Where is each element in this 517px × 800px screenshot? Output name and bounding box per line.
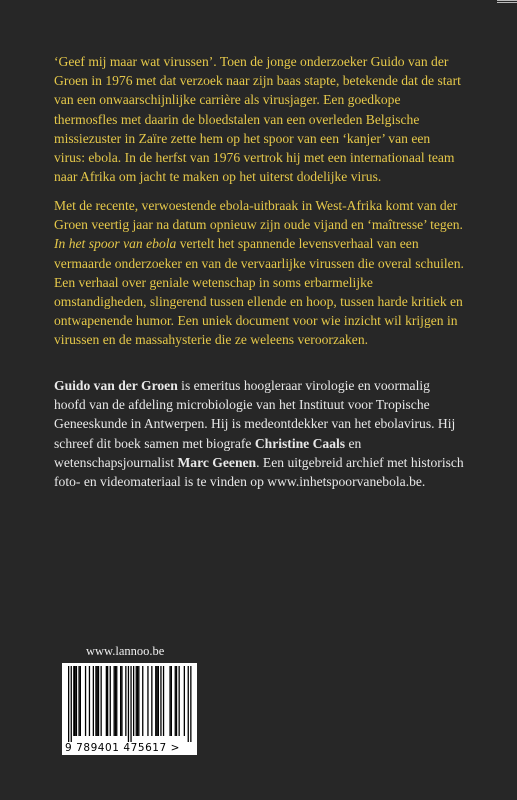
barcode-guard-bar xyxy=(188,666,189,742)
barcode-bar xyxy=(120,666,121,736)
barcode-bar xyxy=(78,666,79,736)
barcode-bar xyxy=(80,666,81,736)
isbn-arrow: > xyxy=(170,742,181,754)
barcode-bars xyxy=(62,663,197,743)
barcode-bar xyxy=(101,666,102,736)
barcode-bar xyxy=(116,666,117,736)
barcode-bar xyxy=(136,666,137,736)
barcode-bar xyxy=(171,666,172,736)
barcode-guard-bar xyxy=(190,666,191,742)
barcode-bar xyxy=(176,666,177,736)
barcode-bar xyxy=(155,666,156,736)
barcode-bar xyxy=(114,666,115,736)
isbn-barcode xyxy=(62,663,197,755)
barcode-bar xyxy=(115,666,116,736)
barcode-bar xyxy=(110,666,111,736)
barcode-bar xyxy=(133,666,134,736)
barcode-bar xyxy=(163,666,164,736)
publisher-url[interactable]: www.lannoo.be xyxy=(86,644,165,658)
barcode-guard-bar xyxy=(130,666,131,742)
barcode-bar xyxy=(73,666,74,736)
barcode-bar xyxy=(179,666,180,736)
barcode-bar xyxy=(106,666,107,736)
blurb-text-2-intro: Met de recente, verwoestende ebola-uitbraak in West-Afrika komt van der Groen veertig jaar na datum opnieuw zijn oude vijand en ‘maîtresse’ tegen. xyxy=(54,198,463,233)
barcode-guard-bar xyxy=(128,666,129,742)
book-title: In het spoor van ebola xyxy=(54,236,177,252)
barcode-bar xyxy=(121,666,122,736)
barcode-bar xyxy=(75,666,76,736)
barcode-bar xyxy=(98,666,99,736)
barcode-bar xyxy=(85,666,86,736)
barcode-bar xyxy=(158,666,159,736)
barcode-bar xyxy=(142,666,143,736)
barcode-guard-bar xyxy=(68,666,69,742)
barcode-bar xyxy=(156,666,157,736)
coauthor-name-1: Christine Caals xyxy=(254,435,346,451)
bio-text-3: . Een uitgebreid archief met historisch foto- en videomateriaal is te vinden op www.inhetspoorvanebola.be. xyxy=(54,454,464,490)
barcode-guard-bar xyxy=(71,666,72,742)
bio-text-2: en wetenschapsjournalist xyxy=(54,435,362,470)
isbn-number xyxy=(65,742,195,755)
barcode-bar xyxy=(95,666,96,736)
blurb-text-2 xyxy=(54,196,464,350)
isbn-digits: 9 789401 475617 xyxy=(65,742,167,754)
barcode-bar xyxy=(107,666,108,736)
corner-mark xyxy=(497,0,517,5)
blurb-paragraph-2 xyxy=(54,196,464,350)
barcode-bar xyxy=(175,666,176,736)
barcode-bar xyxy=(169,666,170,736)
barcode-bar xyxy=(138,666,139,736)
bio-text-1: is emeritus hoogleraar virologie en voormalig hoofd van de afdeling microbiologie van het Instituut voor Tropische Geneeskunde in Antwerpen. Hij is medeontdekker van het ebolavirus. Hij schreef dit boek samen met biografe xyxy=(54,378,456,451)
barcode-bar xyxy=(89,666,90,736)
barcode-bar xyxy=(125,666,126,736)
barcode-bar xyxy=(151,666,152,736)
barcode-bar xyxy=(93,666,94,736)
barcode-bar xyxy=(97,666,98,736)
barcode-bar xyxy=(184,666,185,736)
barcode-bar xyxy=(137,666,138,736)
author-name: Guido van der Groen xyxy=(54,378,178,393)
blurb-text-2-rest: vertelt het spannende levensverhaal van een vermaarde onderzoeker en van de vervaarlijke virussen die overal schuilen. Een verhaal over geniale wetenschap in soms erbarmelijke omstandigheden, slingerend tussen ellende en hoop, tussen harde kritiek en ontwapenende humor. Een uniek document voor wie inzicht wil krijgen in virussen en de massahysterie die ze weleens veroorzaken. xyxy=(54,236,464,348)
blurb-paragraph-1 xyxy=(54,52,464,186)
author-bio xyxy=(54,376,464,491)
barcode-bar xyxy=(147,666,148,736)
barcode-bar xyxy=(160,666,161,736)
coauthor-name-2: Marc Geenen xyxy=(177,454,257,470)
barcode-bar xyxy=(76,666,77,736)
blurb-text-1: ‘Geef mij maar wat virussen’. Toen de jonge onderzoeker Guido van der Groen in 1976 met dat verzoek naar zijn baas stapte, betekende dat de start van een onwaarschijnlijke carrière als virusjager. Een goedkope thermosfles met daarin de bloedstalen van een overleden Belgische missiezuster in Zaïre zette hem op het spoor van een ‘kanjer’ van een virus: ebola. In de herfst van 1976 vertrok hij met een internationaal team naar Afrika om jacht te maken op het uiterst dodelijke virus. xyxy=(54,54,461,185)
